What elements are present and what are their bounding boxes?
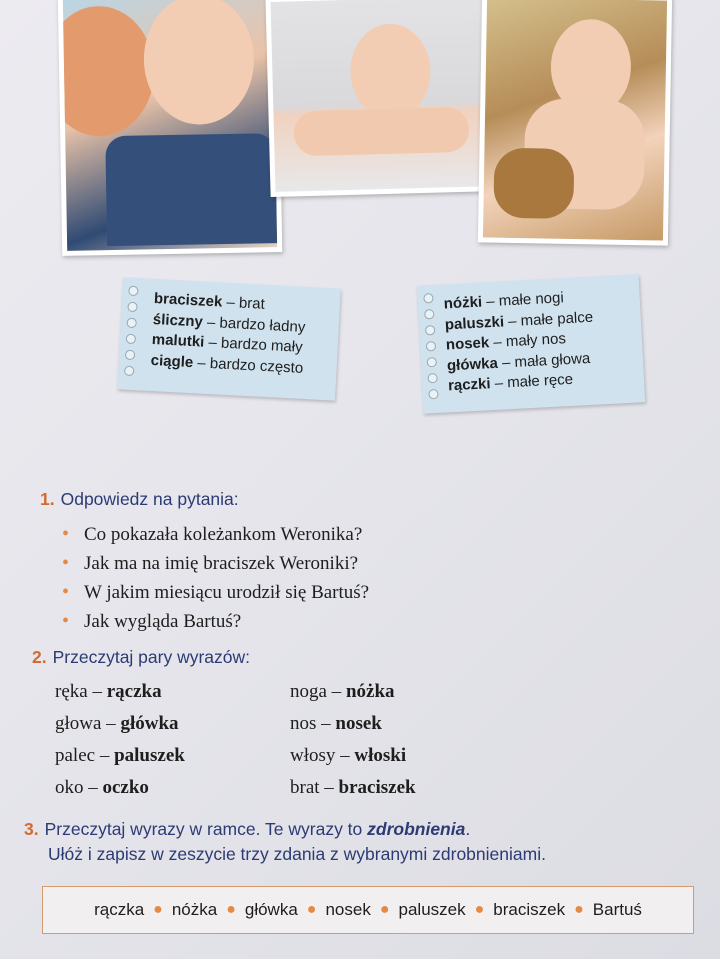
glossary-entry: śliczny – bardzo ładny	[152, 310, 306, 336]
task-number: 1.	[40, 489, 55, 509]
task-number: 3.	[24, 819, 39, 839]
baby-with-teddy-photo	[478, 0, 672, 246]
task-instruction-line2: Ułóż i zapisz w zeszycie trzy zdania z wybranymi zdrobnieniami.	[48, 844, 546, 864]
word-pair: głowa – główka	[55, 713, 179, 734]
glossary-entry: paluszki – małe palce	[444, 308, 594, 333]
glossary-note-right	[417, 274, 645, 413]
word-pair: nos – nosek	[290, 713, 382, 734]
baby-with-mother-photo	[58, 0, 283, 256]
task-2-heading	[32, 647, 250, 668]
task-1-heading	[40, 489, 239, 510]
glossary-entry: nosek – mały nos	[445, 330, 567, 354]
glossary-entry: braciszek – brat	[153, 290, 266, 313]
word-item: główka	[244, 900, 298, 919]
word-pair: brat – braciszek	[290, 777, 416, 798]
word-pair: włosy – włoski	[290, 745, 407, 766]
list-item: • W jakim miesiącu urodził się Bartuś?	[62, 578, 369, 607]
task-title: Przeczytaj pary wyrazów:	[52, 647, 251, 667]
word-pairs-left	[55, 676, 185, 804]
question-list	[62, 520, 369, 636]
task-instruction: Przeczytaj wyrazy w ramce. Te wyrazy to	[44, 819, 368, 839]
word-pair: palec – paluszek	[55, 745, 185, 766]
glossary-entry: malutki – bardzo mały	[151, 330, 304, 356]
word-item: paluszek	[398, 900, 466, 919]
word-item: rączka	[94, 900, 145, 919]
word-item: braciszek	[493, 900, 566, 919]
baby-lying-photo	[265, 0, 502, 197]
glossary-entry: ciągle – bardzo często	[150, 351, 304, 377]
word-pairs-right	[290, 676, 416, 804]
glossary-note-left	[117, 277, 341, 400]
spiral-rings	[423, 293, 439, 405]
task-title: Odpowiedz na pytania:	[60, 489, 239, 509]
glossary-entry: rączki – małe ręce	[447, 370, 574, 395]
task-number: 2.	[32, 647, 47, 667]
word-item: Bartuś	[592, 900, 642, 919]
glossary-entry: główka – mała głowa	[446, 349, 591, 374]
word-item: nosek	[325, 900, 371, 919]
word-pair: noga – nóżka	[290, 681, 395, 702]
word-pair: ręka – rączka	[55, 681, 162, 702]
task-3-heading	[24, 817, 546, 867]
list-item: • Jak wygląda Bartuś?	[62, 607, 369, 636]
punctuation: .	[465, 819, 471, 839]
list-item: • Jak ma na imię braciszek Weroniki?	[62, 549, 369, 578]
word-pair: oko – oczko	[55, 777, 149, 798]
glossary-entry: nóżki – małe nogi	[443, 289, 565, 313]
word-item: nóżka	[171, 900, 218, 919]
word-box: rączka ● nóżka ● główka ● nosek ● paluszek ● braciszek ● Bartuś	[42, 886, 694, 934]
spiral-rings	[124, 286, 139, 382]
list-item: • Co pokazała koleżankom Weronika?	[62, 520, 369, 549]
emphasized-term: zdrobnienia	[367, 819, 466, 839]
